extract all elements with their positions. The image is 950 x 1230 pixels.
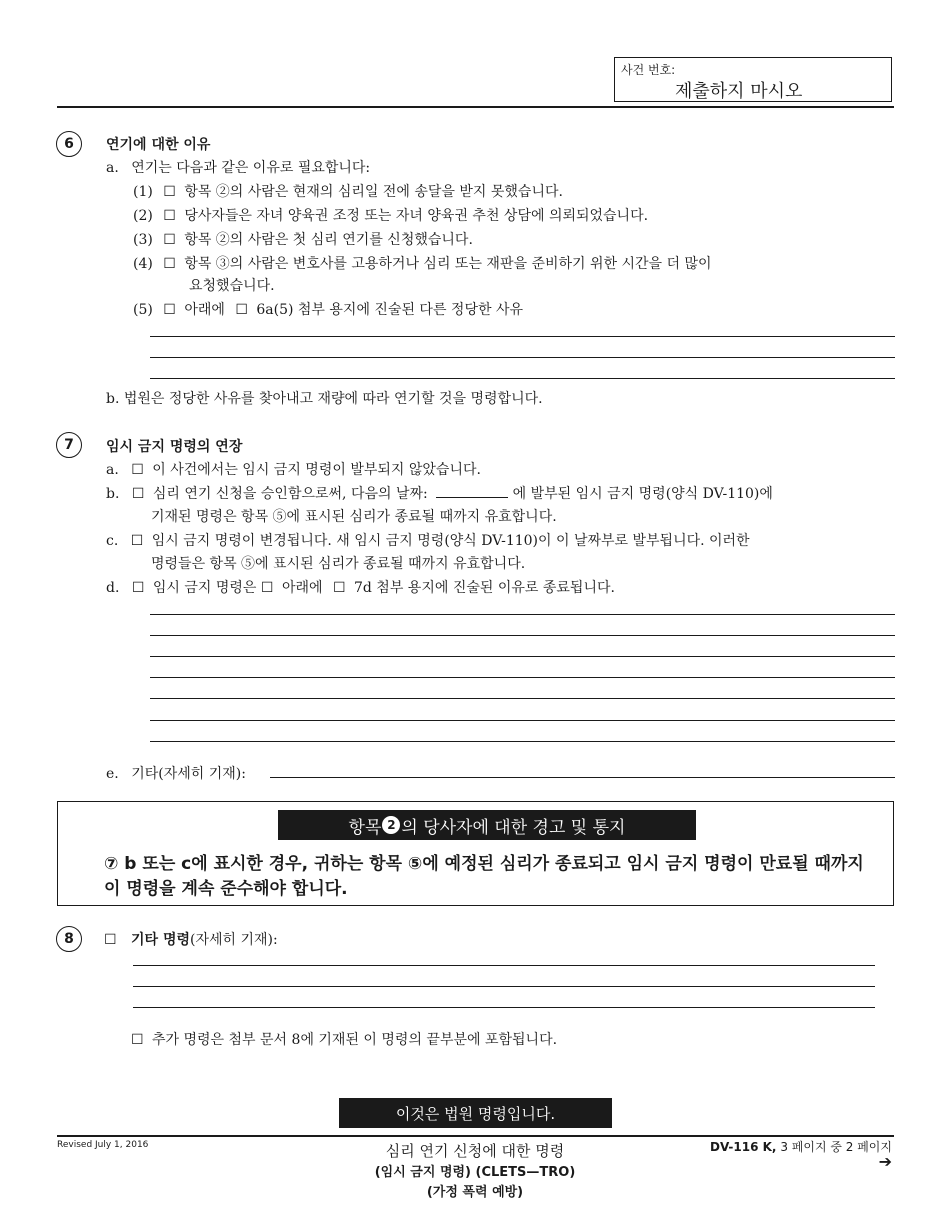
- attachment-8-text: 추가 명령은 첨부 문서 8에 기재된 이 명령의 끝부분에 포함됩니다.: [152, 1032, 558, 1048]
- section-6a-text: 연기는 다음과 같은 이유로 필요합니다:: [131, 160, 371, 176]
- item-text: 항목 ②의 사람은 현재의 심리일 전에 송달을 받지 못했습니다.: [184, 184, 563, 200]
- footer-subtitle-a: (임시 금지 명령): [374, 1165, 476, 1180]
- section-7d-line: [106, 577, 615, 597]
- section-6a-item-2: [133, 205, 648, 225]
- section-7c-line: [106, 530, 750, 550]
- section-6a-item-3: [133, 229, 473, 249]
- checkbox-7b[interactable]: ☐: [131, 486, 145, 502]
- section-7d-text-b: 아래에: [281, 580, 323, 596]
- section-6a-letter: a.: [106, 160, 119, 176]
- case-number-label: 사건 번호:: [621, 63, 676, 77]
- warning-text: ⑦ b 또는 c에 표시한 경우, 귀하는 항목 ⑤에 예정된 심리가 종료되고 임시 금지 명령이 만료될 때까지 이 명령을 계속 준수해야 합니다.: [104, 854, 864, 899]
- checkbox-7d-attachment[interactable]: ☐: [332, 580, 346, 596]
- write-line[interactable]: [150, 635, 895, 636]
- write-line[interactable]: [150, 336, 895, 337]
- warning-box: [57, 801, 894, 906]
- item-number: (4): [133, 256, 153, 272]
- date-field[interactable]: [436, 485, 508, 498]
- section-7e-text: 기타(자세히 기재):: [131, 766, 246, 782]
- write-line[interactable]: [150, 614, 895, 615]
- section-7e-line: [106, 763, 246, 783]
- case-number-box: [614, 57, 892, 102]
- write-line[interactable]: [150, 378, 895, 379]
- section-7d-text-a: 임시 금지 명령은: [152, 580, 257, 596]
- section-7a-text: 이 사건에서는 임시 금지 명령이 발부되지 않았습니다.: [152, 462, 481, 478]
- warning-title-number: 2: [382, 816, 400, 834]
- section-7b-line: [106, 483, 773, 503]
- item-number: (1): [133, 184, 153, 200]
- item-text: 당사자들은 자녀 양육권 조정 또는 자녀 양육권 추천 상담에 의뢰되었습니다.: [184, 208, 649, 224]
- section-7b-continued: 기재된 명령은 항목 ⑤에 표시된 심리가 종료될 때까지 유효합니다.: [151, 509, 557, 525]
- section-7c-letter: c.: [106, 533, 119, 549]
- warning-title-a: 항목: [348, 817, 382, 838]
- section-7c-continued: 명령들은 항목 ⑤에 표시된 심리가 종료될 때까지 유효합니다.: [151, 556, 526, 572]
- warning-title: [278, 810, 696, 840]
- write-line[interactable]: [133, 965, 875, 966]
- section-6a-item-5: [133, 299, 523, 319]
- section-8-title-suffix: (자세히 기재):: [190, 932, 278, 948]
- section-7a-line: [106, 459, 481, 479]
- item-number: (3): [133, 232, 153, 248]
- section-6a-item-4: [133, 253, 712, 273]
- write-line[interactable]: [150, 698, 895, 699]
- write-line[interactable]: [133, 986, 875, 987]
- footer-subtitle: [300, 1161, 650, 1180]
- form-page-info: [660, 1138, 892, 1155]
- section-7b-letter: b.: [106, 486, 120, 502]
- write-line[interactable]: [150, 656, 895, 657]
- item-text-a: 아래에: [184, 302, 225, 318]
- section-8-number: 8: [56, 926, 82, 952]
- court-order-banner: 이것은 법원 명령입니다.: [339, 1098, 612, 1128]
- section-6-title: 연기에 대한 이유: [106, 137, 211, 153]
- next-page-arrow-icon[interactable]: ➔: [878, 1152, 892, 1171]
- item-number: (2): [133, 208, 153, 224]
- write-line[interactable]: [133, 1007, 875, 1008]
- checkbox-7d[interactable]: ☐: [131, 580, 145, 596]
- section-6-number: 6: [56, 131, 82, 157]
- section-8-title: 기타 명령: [131, 932, 190, 948]
- checkbox-6a2[interactable]: ☐: [163, 208, 176, 224]
- checkbox-7c[interactable]: ☐: [130, 533, 144, 549]
- section-7c-text: 임시 금지 명령이 변경됩니다. 새 임시 금지 명령(양식 DV-110)이 이 날짜부로 발부됩니다. 이러한: [151, 533, 750, 549]
- case-number-value: 제출하지 마시오: [675, 81, 803, 102]
- item-number: (5): [133, 302, 153, 318]
- checkbox-6a5[interactable]: ☐: [163, 302, 176, 318]
- section-7-number: 7: [56, 432, 82, 458]
- section-8-line: [104, 929, 278, 949]
- write-line[interactable]: [150, 741, 895, 742]
- write-line[interactable]: [150, 677, 895, 678]
- section-7d-text-c: 7d 첨부 용지에 진술된 이유로 종료됩니다.: [353, 580, 615, 596]
- section-6a-line: [106, 157, 370, 177]
- section-6b-text: b. 법원은 정당한 사유를 찾아내고 재량에 따라 연기할 것을 명령합니다.: [106, 391, 543, 407]
- section-6a-item-4-continued: 요청했습니다.: [189, 278, 275, 294]
- section-7-title: 임시 금지 명령의 연장: [106, 439, 243, 455]
- footer-rule: [57, 1135, 894, 1137]
- section-7b-text-1: 심리 연기 신청을 승인함으로써, 다음의 날짜:: [152, 486, 428, 502]
- checkbox-6a4[interactable]: ☐: [163, 256, 176, 272]
- section-7b-text-2: 에 발부된 임시 금지 명령(양식 DV-110)에: [512, 486, 773, 502]
- revised-date: Revised July 1, 2016: [57, 1140, 149, 1150]
- section-7d-letter: d.: [106, 580, 120, 596]
- checkbox-6a3[interactable]: ☐: [163, 232, 176, 248]
- other-write-line[interactable]: [270, 777, 895, 778]
- write-line[interactable]: [150, 720, 895, 721]
- checkbox-8-attachment[interactable]: ☐: [131, 1032, 144, 1048]
- page-number: 3 페이지 중 2 페이지: [776, 1140, 892, 1154]
- checkbox-6a5-attachment[interactable]: ☐: [235, 302, 248, 318]
- section-7a-letter: a.: [106, 462, 119, 478]
- attachment-8-line: [131, 1029, 557, 1049]
- footer-subtitle-2: (가정 폭력 예방): [426, 1185, 524, 1200]
- footer-title: 심리 연기 신청에 대한 명령: [385, 1142, 565, 1160]
- item-text-b: 6a(5) 첨부 용지에 진술된 다른 정당한 사유: [256, 302, 524, 318]
- item-text: 항목 ②의 사람은 첫 심리 연기를 신청했습니다.: [184, 232, 473, 248]
- checkbox-7a[interactable]: ☐: [131, 462, 144, 478]
- item-text: 항목 ③의 사람은 변호사를 고용하거나 심리 또는 재판을 준비하기 위한 시간을 더 많이: [184, 256, 712, 272]
- checkbox-7d-below[interactable]: ☐: [260, 580, 274, 596]
- checkbox-8[interactable]: ☐: [104, 932, 117, 948]
- checkbox-6a1[interactable]: ☐: [163, 184, 176, 200]
- header-rule: [57, 106, 894, 108]
- section-6a-item-1: [133, 181, 563, 201]
- section-7e-letter: e.: [106, 766, 119, 782]
- write-line[interactable]: [150, 357, 895, 358]
- warning-title-b: 의 당사자에 대한 경고 및 통지: [401, 817, 626, 838]
- footer-subtitle-b: (CLETS—TRO): [475, 1165, 576, 1180]
- form-id: DV-116 K,: [710, 1140, 777, 1154]
